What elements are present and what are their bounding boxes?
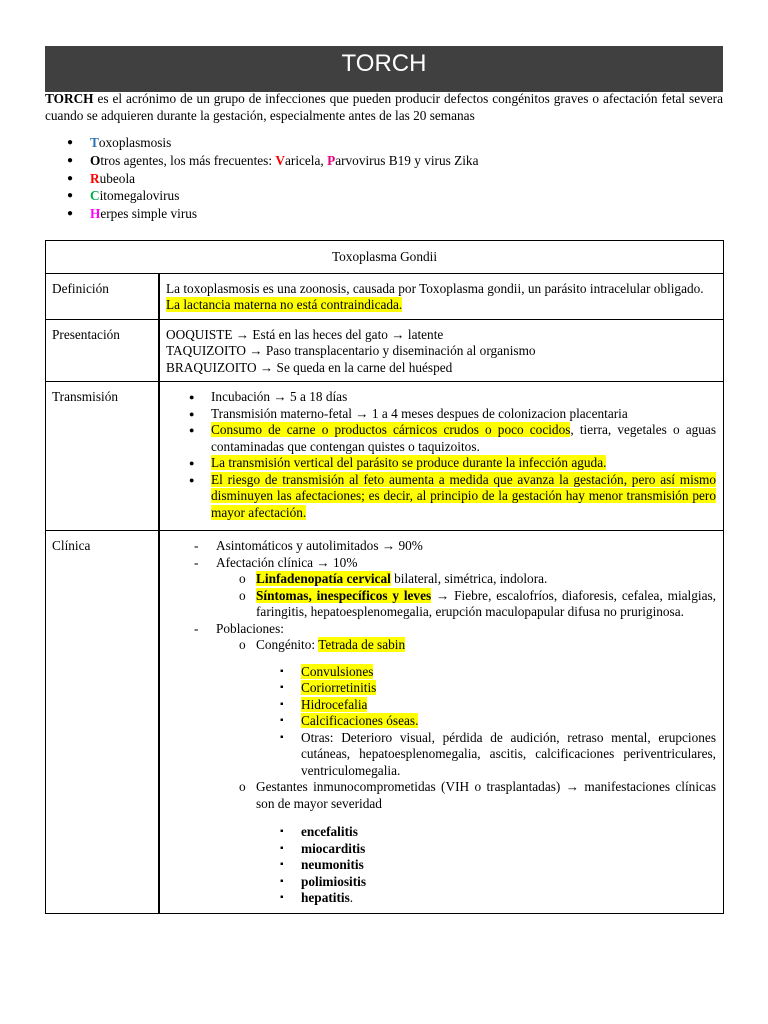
intro-bold-term: TORCH xyxy=(45,91,94,106)
row-label-transmision: Transmisión xyxy=(46,382,160,531)
consumo-rest: , tierra, vegetales o aguas contaminadas que contengan quistes o taquizoitos. xyxy=(211,422,716,454)
list-item xyxy=(166,472,716,522)
sabin-text: Coriorretinitis xyxy=(301,680,377,695)
sintomas-rest: → Fiebre, escalofríos, diaforesis, cefalea, mialgias, faringitis, hepatoesplenomegalia, erupción maculopapular difusa no pruriginosa. xyxy=(256,587,716,619)
congenito-label: Congénito: xyxy=(256,637,319,652)
acronym-letter: T xyxy=(90,135,99,150)
page-title: TORCH xyxy=(45,46,723,92)
list-item xyxy=(45,134,478,152)
severidad-text: miocarditis xyxy=(301,840,366,856)
acronym-letter: O xyxy=(90,152,101,168)
severidad-item xyxy=(166,857,716,874)
presentacion-line: OOQUISTE → Está en las heces del gato → latente xyxy=(166,326,444,342)
clinica-afectacion: - Afectación clínica → 10% xyxy=(166,555,716,572)
transmision-content xyxy=(159,382,724,531)
severidad-text: polimiositis xyxy=(301,873,367,889)
severidad-text: neumonitis xyxy=(301,857,364,872)
presentacion-content xyxy=(159,319,724,382)
sintomas-highlight: Síntomas, inespecíficos y leves xyxy=(256,587,432,603)
clinica-asintomaticos: - Asintomáticos y autolimitados → 90% xyxy=(166,538,716,555)
clinica-content xyxy=(159,531,724,914)
table-row xyxy=(46,273,724,319)
acronym-text: arvovirus B19 y virus Zika xyxy=(335,152,479,168)
clinica-gestantes: o Gestantes inmunocomprometidas (VIH o trasplantadas) → manifestaciones clínicas son de mayor severidad xyxy=(166,779,716,812)
acronym-letter: C xyxy=(90,188,100,204)
acronym-letter: R xyxy=(90,170,100,186)
acronym-letter: H xyxy=(90,206,101,222)
sabin-otras: ▪ Otras: Deterioro visual, pérdida de audición, retraso mental, erupciones cutáneas, hepatoesplenomegalia, ascitis, calcificaciones periventriculares, ventriculomegalia. xyxy=(166,730,716,780)
vertical-highlight: La transmisión vertical del parásito se produce durante la infección aguda. xyxy=(211,455,607,470)
list-item xyxy=(45,187,478,205)
severidad-text: encefalitis xyxy=(301,824,358,839)
tetrada-highlight: Tetrada de sabin xyxy=(318,637,406,652)
sabin-item xyxy=(166,697,716,714)
table-row xyxy=(46,531,724,914)
riesgo-highlight: El riesgo de transmisión al feto aumenta a medida que avanza la gestación, pero así mismo disminuyen las afectaciones; es decir, al principio de la gestación hay menor transmisión pero mayor afectación. xyxy=(211,471,716,520)
list-item: ● Incubación → 5 a 18 días xyxy=(166,389,716,406)
list-item xyxy=(45,205,478,223)
sabin-text: Hidrocefalia xyxy=(301,696,368,712)
severidad-item xyxy=(166,890,716,907)
list-item xyxy=(45,170,478,188)
list-item: ● Transmisión materno-fetal → 1 a 4 meses despues de colonizacion placentaria xyxy=(166,406,716,423)
intro-text: es el acrónimo de un grupo de infecciones que pueden producir defectos congénitos graves o afectación fetal severa cuando se adquieren durante la gestación, especialmente antes de las 20 semanas xyxy=(45,91,723,123)
linfadenopatia-rest: bilateral, simétrica, indolora. xyxy=(390,571,548,586)
severidad-item xyxy=(166,874,716,891)
list-item xyxy=(45,152,478,170)
acronym-text: tros agentes, los más frecuentes: xyxy=(100,152,276,168)
acronym-text: oxoplasmosis xyxy=(98,135,172,150)
presentacion-line: TAQUIZOITO → Paso transplacentario y diseminación al organismo xyxy=(166,343,536,358)
sabin-item xyxy=(166,713,716,730)
acronym-letter-p: P xyxy=(327,152,336,168)
toxoplasma-table xyxy=(45,240,724,914)
linfadenopatia-highlight: Linfadenopatía cervical xyxy=(256,571,391,586)
sabin-text: Convulsiones xyxy=(301,663,374,679)
acronym-text: aricela, xyxy=(284,152,328,168)
row-label-presentacion: Presentación xyxy=(46,319,160,382)
presentacion-line: BRAQUIZOITO → Se queda en la carne del huésped xyxy=(166,359,453,375)
severidad-item xyxy=(166,841,716,858)
consumo-highlight: Consumo de carne o productos cárnicos crudos o poco cocidos xyxy=(211,422,571,437)
clinica-linfadenopatia xyxy=(166,571,716,588)
lactancia-highlight: La lactancia materna no está contraindicada. xyxy=(166,297,403,312)
clinica-congenito xyxy=(166,637,716,654)
row-label-clinica: Clínica xyxy=(46,531,160,914)
row-label-definicion: Definición xyxy=(46,273,160,319)
clinica-sintomas xyxy=(166,588,716,621)
torch-list xyxy=(45,134,478,223)
sabin-item xyxy=(166,680,716,697)
acronym-text: ubeola xyxy=(99,170,136,186)
sabin-item xyxy=(166,664,716,681)
table-row xyxy=(46,241,724,274)
table-row xyxy=(46,319,724,382)
intro-paragraph xyxy=(45,90,723,124)
table-caption: Toxoplasma Gondii xyxy=(46,241,724,274)
transmision-list xyxy=(166,389,716,521)
acronym-text: itomegalovirus xyxy=(99,188,180,204)
acronym-text: erpes simple virus xyxy=(100,206,198,222)
table-row xyxy=(46,382,724,531)
definicion-text: La toxoplasmosis es una zoonosis, causada por Toxoplasma gondii, un parásito intracelular obligado. xyxy=(166,280,704,296)
definicion-content xyxy=(159,273,724,319)
sabin-text: Calcificaciones óseas. xyxy=(301,713,419,728)
list-item xyxy=(166,422,716,455)
severidad-punctuation: . xyxy=(349,890,354,905)
severidad-item xyxy=(166,824,716,841)
clinica-poblaciones: - Poblaciones: xyxy=(166,621,716,638)
severidad-text: hepatitis xyxy=(301,890,350,905)
list-item xyxy=(166,455,716,472)
acronym-letter-v: V xyxy=(275,152,285,168)
